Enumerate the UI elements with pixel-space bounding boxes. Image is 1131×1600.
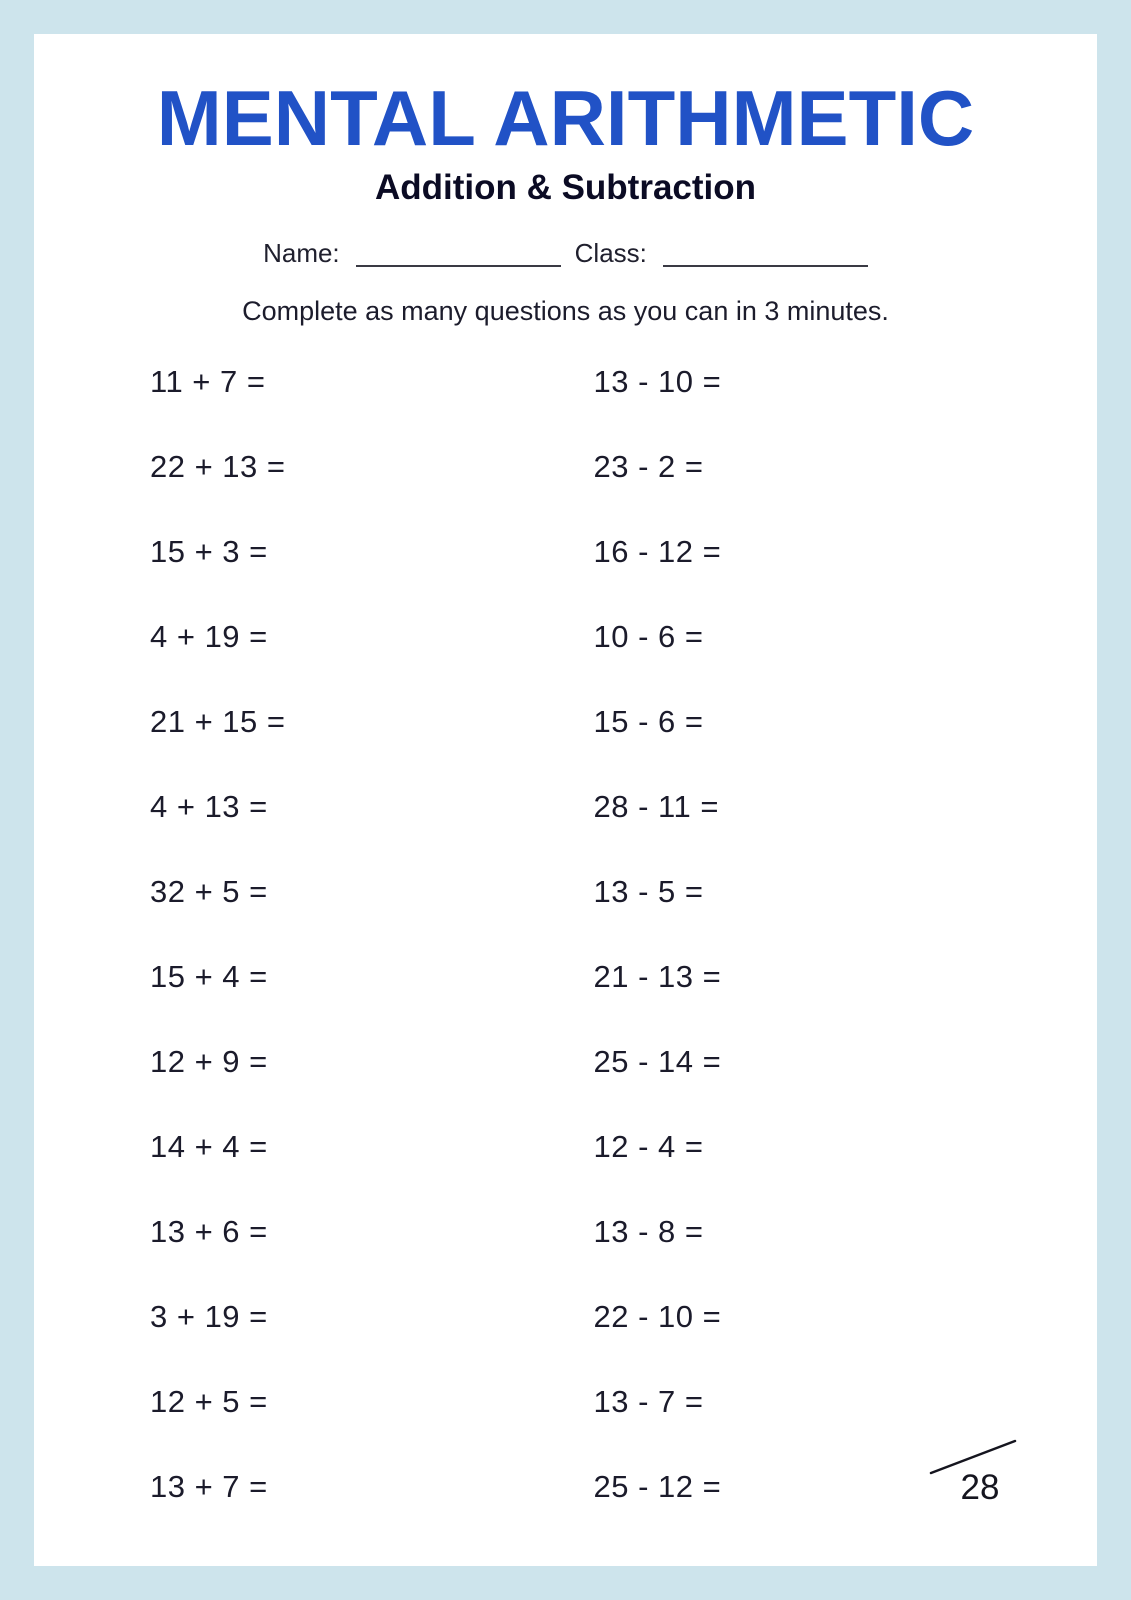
problem: 13 - 10 = xyxy=(593,363,722,399)
page-title: MENTAL ARITHMETIC xyxy=(156,74,975,162)
problem: 11 + 7 = xyxy=(150,363,266,399)
problem: 13 + 6 = xyxy=(150,1213,268,1249)
problem: 15 + 3 = xyxy=(150,533,268,569)
problem: 12 - 4 = xyxy=(593,1128,704,1164)
instruction-text: Complete as many questions as you can in 3 minutes. xyxy=(242,295,889,326)
problem: 12 + 5 = xyxy=(150,1383,268,1419)
problem: 28 - 11 = xyxy=(593,788,719,824)
worksheet-subtitle: Addition & Subtraction xyxy=(374,167,757,207)
name-label: Name: xyxy=(263,237,340,268)
problem: 22 - 10 = xyxy=(593,1298,722,1334)
problem: 4 + 13 = xyxy=(150,788,268,824)
problem: 13 - 8 = xyxy=(593,1213,704,1249)
problem: 15 + 4 = xyxy=(150,958,268,994)
problem: 4 + 19 = xyxy=(150,618,268,654)
score-total: 28 xyxy=(960,1468,1000,1507)
name-class-row xyxy=(94,238,1037,269)
problem: 25 - 12 = xyxy=(593,1468,722,1504)
problems-grid xyxy=(94,365,1037,1504)
problem: 32 + 5 = xyxy=(150,873,268,909)
class-label: Class: xyxy=(574,237,647,268)
class-line xyxy=(663,238,868,267)
problem: 13 - 5 = xyxy=(593,873,704,909)
problem: 3 + 19 = xyxy=(150,1298,268,1334)
problem: 10 - 6 = xyxy=(593,618,704,654)
problem: 23 - 2 = xyxy=(593,448,704,484)
problem: 21 + 15 = xyxy=(150,703,286,739)
problem: 13 + 7 = xyxy=(150,1468,268,1504)
problem: 25 - 14 = xyxy=(593,1043,722,1079)
name-line xyxy=(356,238,561,267)
problem: 13 - 7 = xyxy=(593,1383,704,1419)
problem: 21 - 13 = xyxy=(593,958,722,994)
problem: 15 - 6 = xyxy=(593,703,704,739)
problem: 22 + 13 = xyxy=(150,448,286,484)
problem: 12 + 9 = xyxy=(150,1043,268,1079)
problem: 14 + 4 = xyxy=(150,1128,268,1164)
problem: 16 - 12 = xyxy=(593,533,722,569)
score-area xyxy=(921,1436,1025,1508)
worksheet-page xyxy=(34,34,1097,1566)
